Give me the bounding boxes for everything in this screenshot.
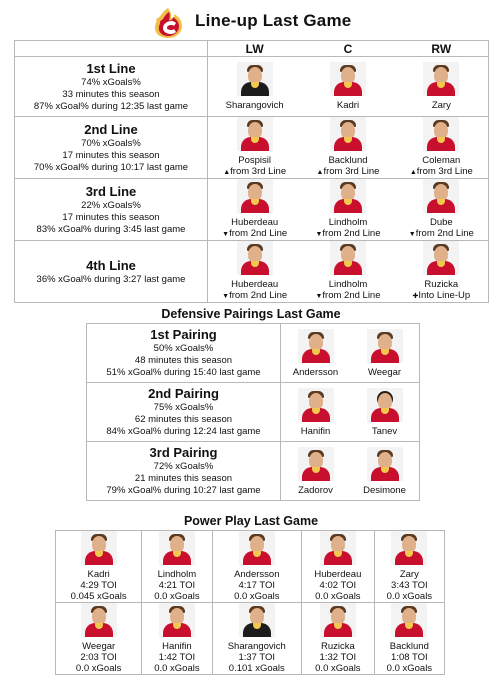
- player-card: [208, 62, 301, 111]
- player-card: [395, 179, 488, 240]
- pairing-row: [87, 383, 420, 442]
- pairing-minutes: 21 minutes this season: [134, 473, 233, 484]
- column-c: C: [343, 41, 353, 56]
- move-text: from 2nd Line: [415, 228, 474, 239]
- move-text: from 3rd Line: [416, 166, 473, 177]
- pairing-name: 1st Pairing: [150, 327, 217, 342]
- line-last-game: 70% xGoal% during 10:17 last game: [33, 161, 189, 173]
- player-card: [350, 388, 419, 437]
- player-photo: [298, 447, 334, 481]
- player-xgoals: 0.0 xGoals: [315, 591, 361, 602]
- player-photo: [298, 388, 334, 422]
- player-card: [281, 447, 350, 496]
- pairing-xgoals: 50% xGoals%: [153, 343, 214, 354]
- player-toi: 4:02 TOI: [319, 580, 357, 591]
- pairing-info: [87, 442, 281, 501]
- player-toi: 1:42 TOI: [158, 652, 196, 663]
- player-name: Zary: [399, 569, 419, 580]
- player-photo: [367, 447, 403, 481]
- move-arrow-icon: ▼: [408, 231, 416, 238]
- player-photo: [239, 531, 275, 565]
- player-move: [395, 228, 488, 240]
- player-name: Andersson: [292, 366, 339, 378]
- move-text: from 2nd Line: [229, 228, 288, 239]
- player-move: [301, 228, 394, 240]
- move-arrow-icon: ▼: [315, 231, 323, 238]
- player-photo: [320, 603, 356, 637]
- pairing-name: 2nd Pairing: [148, 386, 219, 401]
- player-photo: [298, 329, 334, 363]
- move-text: from 2nd Line: [322, 228, 381, 239]
- pairing-info: [87, 383, 281, 442]
- line-name: 3rd Line: [85, 183, 137, 199]
- column-rw: RW: [431, 41, 452, 56]
- move-text: from 3rd Line: [323, 166, 380, 177]
- player-name: Backlund: [328, 155, 368, 166]
- line-last-game: 36% xGoal% during 3:27 last game: [36, 273, 186, 285]
- line-last-game: 83% xGoal% during 3:45 last game: [36, 223, 186, 235]
- line-row: [15, 117, 489, 179]
- player-name: Hanifin: [162, 641, 192, 652]
- move-arrow-icon: ▲: [409, 169, 417, 176]
- power-play-player: [142, 531, 212, 603]
- power-play-row: [56, 603, 445, 675]
- player-card: [395, 241, 488, 302]
- player-card: [350, 447, 419, 496]
- pairing-name: 3rd Pairing: [149, 445, 218, 460]
- player-name: Lindholm: [328, 279, 368, 290]
- player-photo: [391, 603, 427, 637]
- player-photo: [423, 117, 459, 151]
- flames-logo-icon: [150, 7, 186, 39]
- power-play-row: [56, 531, 445, 603]
- player-move: [301, 290, 394, 302]
- lines-table: [14, 40, 489, 303]
- power-play-player: [56, 603, 142, 675]
- move-arrow-icon: ▼: [315, 293, 323, 300]
- player-card: [208, 117, 301, 178]
- column-header-row: [15, 41, 489, 57]
- player-card: [208, 179, 301, 240]
- player-name: Weegar: [82, 641, 116, 652]
- player-name: Zary: [431, 100, 451, 111]
- player-photo: [320, 531, 356, 565]
- player-photo: [237, 179, 273, 213]
- line-name: 2nd Line: [84, 121, 138, 137]
- line-minutes: 33 minutes this season: [62, 88, 160, 100]
- pairing-row: [87, 324, 420, 383]
- line-minutes: 17 minutes this season: [62, 149, 160, 161]
- player-xgoals: 0.0 xGoals: [154, 591, 200, 602]
- power-play-player: [302, 603, 375, 675]
- move-arrow-icon: ▼: [222, 293, 230, 300]
- player-name: Sharangovich: [225, 100, 284, 111]
- player-photo: [330, 62, 366, 96]
- player-photo: [237, 117, 273, 151]
- player-card: [395, 117, 488, 178]
- pairing-last-game: 51% xGoal% during 15:40 last game: [106, 367, 261, 378]
- player-card: [301, 62, 394, 111]
- player-photo: [423, 179, 459, 213]
- page-title: Line-up Last Game: [195, 11, 352, 30]
- line-last-game: 87% xGoal% during 12:35 last game: [33, 100, 189, 112]
- player-toi: 3:43 TOI: [391, 580, 428, 591]
- player-move: [395, 290, 488, 302]
- line-info: [15, 117, 208, 179]
- line-name: 4th Line: [86, 257, 136, 273]
- player-name: Ruzicka: [424, 279, 459, 290]
- player-toi: 1:32 TOI: [319, 652, 357, 663]
- move-arrow-icon: ▼: [222, 231, 230, 238]
- column-lw: LW: [245, 41, 264, 56]
- power-play-player: [212, 531, 301, 603]
- player-name: Kadri: [336, 100, 360, 111]
- player-name: Lindholm: [157, 569, 197, 580]
- player-name: Hanifin: [300, 425, 331, 437]
- line-xgoals: 22% xGoals%: [81, 199, 141, 211]
- player-card: [301, 117, 394, 178]
- move-text: from 2nd Line: [229, 290, 288, 301]
- player-photo: [423, 62, 459, 96]
- player-photo: [81, 603, 117, 637]
- power-play-player: [212, 603, 301, 675]
- line-row: [15, 57, 489, 117]
- power-play-player: [56, 531, 142, 603]
- line-info: [15, 57, 208, 117]
- power-play-title: Power Play Last Game: [183, 514, 319, 528]
- player-photo: [367, 388, 403, 422]
- player-xgoals: 0.0 xGoals: [315, 663, 361, 674]
- player-xgoals: 0.045 xGoals: [70, 591, 127, 602]
- line-info: [15, 179, 208, 241]
- player-photo: [330, 241, 366, 275]
- player-photo: [81, 531, 117, 565]
- line-minutes: 17 minutes this season: [62, 211, 160, 223]
- move-arrow-icon: ✚: [412, 293, 419, 300]
- player-card: [281, 388, 350, 437]
- player-name: Pospisil: [238, 155, 272, 166]
- player-photo: [391, 531, 427, 565]
- pairing-minutes: 48 minutes this season: [134, 355, 233, 366]
- player-name: Dube: [429, 217, 453, 228]
- player-xgoals: 0.101 xGoals: [228, 663, 285, 674]
- player-toi: 1:08 TOI: [391, 652, 428, 663]
- pairings-table: [86, 323, 420, 501]
- move-arrow-icon: ▲: [316, 169, 324, 176]
- player-name: Zadorov: [298, 484, 333, 496]
- player-move: [208, 228, 301, 240]
- power-play-player: [374, 531, 444, 603]
- player-card: [281, 329, 350, 378]
- line-row: [15, 179, 489, 241]
- player-xgoals: 0.0 xGoals: [154, 663, 200, 674]
- player-move: [301, 166, 394, 178]
- player-card: [301, 179, 394, 240]
- pairings-title: Defensive Pairings Last Game: [161, 307, 341, 321]
- power-play-player: [374, 603, 444, 675]
- player-move: [208, 290, 301, 302]
- move-text: from 3rd Line: [230, 166, 287, 177]
- player-photo: [367, 329, 403, 363]
- player-toi: 1:37 TOI: [238, 652, 276, 663]
- player-photo: [330, 117, 366, 151]
- power-play-player: [142, 603, 212, 675]
- player-card: [208, 241, 301, 302]
- pairing-xgoals: 75% xGoals%: [153, 402, 214, 413]
- player-name: Weegar: [367, 366, 402, 378]
- player-name: Huberdeau: [314, 569, 362, 580]
- pairing-xgoals: 72% xGoals%: [153, 461, 214, 472]
- player-name: Sharangovich: [227, 641, 286, 652]
- move-text: from 2nd Line: [322, 290, 381, 301]
- move-arrow-icon: ▲: [223, 169, 231, 176]
- player-move: [208, 166, 301, 178]
- header: [0, 6, 502, 40]
- player-card: [350, 329, 419, 378]
- pairing-minutes: 62 minutes this season: [134, 414, 233, 425]
- pairing-last-game: 84% xGoal% during 12:24 last game: [106, 426, 261, 437]
- player-name: Backlund: [389, 641, 429, 652]
- player-name: Andersson: [234, 569, 280, 580]
- power-play-player: [302, 531, 375, 603]
- power-play-table: [55, 530, 445, 675]
- player-xgoals: 0.0 xGoals: [386, 591, 433, 602]
- player-name: Tanev: [371, 425, 398, 437]
- player-photo: [423, 241, 459, 275]
- player-name: Ruzicka: [320, 641, 355, 652]
- player-xgoals: 0.0 xGoals: [75, 663, 122, 674]
- player-photo: [237, 241, 273, 275]
- player-name: Desimone: [363, 484, 406, 496]
- player-toi: 4:29 TOI: [80, 580, 117, 591]
- line-info: [15, 241, 208, 303]
- player-name: Kadri: [87, 569, 110, 580]
- player-name: Huberdeau: [231, 279, 279, 290]
- player-toi: 4:21 TOI: [158, 580, 196, 591]
- player-card: [395, 62, 488, 111]
- player-move: [395, 166, 488, 178]
- player-toi: 4:17 TOI: [238, 580, 276, 591]
- pairing-row: [87, 442, 420, 501]
- player-name: Lindholm: [328, 217, 368, 228]
- player-name: Coleman: [422, 155, 461, 166]
- move-text: Into Line-Up: [418, 290, 471, 301]
- player-name: Huberdeau: [231, 217, 279, 228]
- line-row: [15, 241, 489, 303]
- player-photo: [159, 531, 195, 565]
- pairing-info: [87, 324, 281, 383]
- player-card: [301, 241, 394, 302]
- player-photo: [239, 603, 275, 637]
- player-xgoals: 0.0 xGoals: [386, 663, 433, 674]
- player-photo: [330, 179, 366, 213]
- player-photo: [237, 62, 273, 96]
- line-name: 1st Line: [86, 60, 136, 76]
- line-xgoals: 74% xGoals%: [81, 76, 141, 88]
- player-xgoals: 0.0 xGoals: [234, 591, 280, 602]
- pairing-last-game: 79% xGoal% during 10:27 last game: [106, 485, 261, 496]
- player-photo: [159, 603, 195, 637]
- player-toi: 2:03 TOI: [80, 652, 117, 663]
- line-xgoals: 70% xGoals%: [81, 137, 141, 149]
